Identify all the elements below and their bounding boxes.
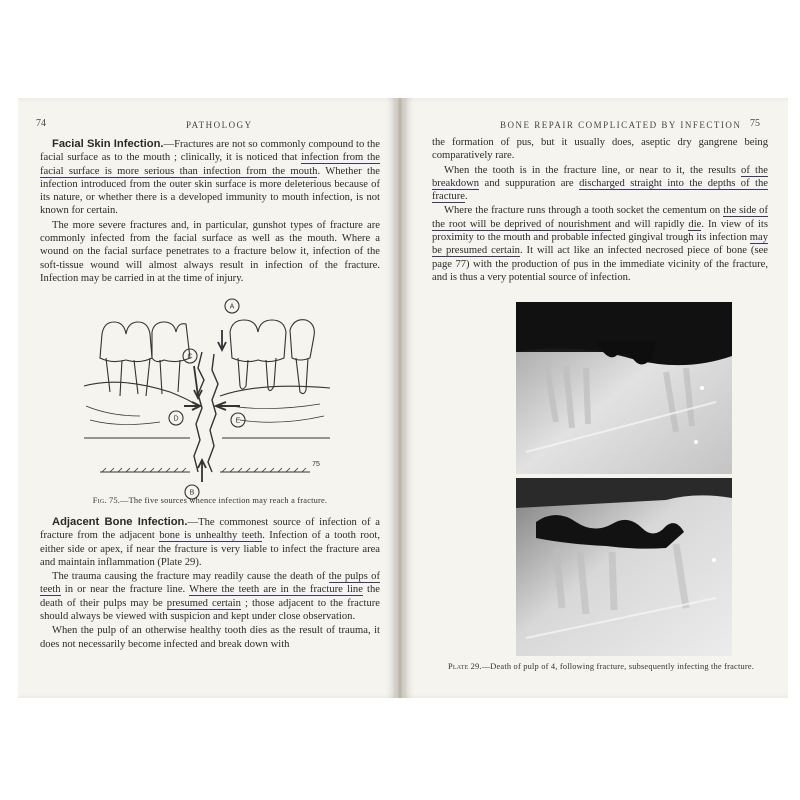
molar-tooth-right bbox=[230, 320, 286, 362]
section-adjacent-bone-infection: Adjacent Bone Infection.—The commonest source of infection of a fracture from the adjacent bone is unhealthy teeth. Infection of a tooth root, either side or apex, if near the fracture is very liable to infect the fracture area and maintain inflammation (Plate 29). The trauma causing the fracture may readily cause the death of the pulps of teeth in or near the fracture line. Where the teeth are in the fracture line the death of their pulps may be presumed certain ; those adjacent to the fracture should always be viewed with suspicion and kept under close observation. When the pulp of an otherwise healthy tooth dies as the result of trauma, it does not necessarily become infected and break down with bbox=[40, 516, 381, 650]
molar-roots-right bbox=[238, 358, 276, 391]
running-head: PATHOLOGY bbox=[186, 120, 253, 130]
right-page bbox=[404, 98, 788, 698]
arrow-d bbox=[184, 402, 200, 410]
paragraph-text: —Fractures are not so commonly compound to the facial surface as to the mouth ; clinically, it is noticed that bbox=[40, 139, 380, 164]
molar-tooth-mid bbox=[152, 322, 193, 362]
figure-caption: Fig. 75.—The five sources whence infection may reach a fracture. bbox=[92, 496, 328, 505]
arrow-a bbox=[218, 330, 226, 350]
underlined-text: bone is unhealthy teeth bbox=[159, 530, 263, 542]
book-gutter bbox=[396, 98, 404, 698]
fracture-diagram bbox=[80, 296, 342, 502]
running-head: BONE REPAIR COMPLICATED BY INFECTION bbox=[500, 120, 742, 130]
plate-caption: Plate 29.—Death of pulp of 4, following fracture, subsequently infecting the fracture. bbox=[448, 662, 755, 671]
section-heading: Adjacent Bone Infection. bbox=[52, 516, 188, 528]
figure-label-a: A bbox=[229, 303, 235, 311]
xray-image-top bbox=[516, 302, 732, 474]
xray-image-bottom bbox=[516, 478, 732, 656]
premolar-tooth bbox=[290, 320, 314, 394]
fracture-line bbox=[194, 352, 218, 472]
underlined-text: may be presumed certain bbox=[432, 232, 768, 257]
paragraph-text: . Infection of a tooth root, either side or apex, if near the fracture is very liable to infect the fracture area and maintain inflammation (Plate 29). bbox=[40, 530, 380, 568]
figure-label-c: C bbox=[187, 353, 193, 361]
underlined-text: of the breakdown bbox=[432, 164, 769, 189]
underlined-text: the pulps of teeth bbox=[40, 571, 380, 596]
page-number: 75 bbox=[750, 118, 760, 129]
arrow-c bbox=[194, 366, 202, 398]
molar-tooth-left bbox=[100, 322, 152, 362]
right-page-text: the formation of pus, but it usually does, aseptic dry gangrene being comparatively rare. When the tooth is in the fracture line, or near to it, the results of the breakdown and suppuration are discharged straight into the depths of the fracture. Where the fracture runs through a tooth socket the cementum on the side of the root will be deprived of nourishment and will rapidly die. In view of its proximity to the mouth and probable infected gingival trough its infection may be presumed certain. It will act like an infected necrosed piece of bone (see page 77) with the production of pus in the immediate vicinity of the fracture, and is thus a very potential source of infection. bbox=[432, 137, 769, 283]
page-number: 74 bbox=[36, 118, 46, 129]
section-facial-skin-infection bbox=[40, 138, 380, 286]
underlined-text: die bbox=[688, 218, 702, 230]
arrow-b bbox=[198, 460, 206, 482]
underlined-text: discharged straight into the depths of the fracture bbox=[432, 177, 769, 203]
figure-label-b: B bbox=[189, 489, 195, 497]
molar-roots bbox=[106, 358, 180, 396]
left-page bbox=[18, 98, 396, 698]
figure-label-d: D bbox=[173, 415, 179, 423]
paragraph-text: —The commonest source of infection of a fracture from the adjacent bbox=[40, 517, 381, 542]
figure-number: 75 bbox=[312, 461, 320, 468]
underlined-text: presumed certain bbox=[166, 597, 241, 609]
paragraph-text: . Whether the infection introduced from the outer skin surface is more deleterious because of its nature, or whether there is a developed immunity to mouth infection, is not known for certain. bbox=[40, 165, 380, 217]
section-heading: Facial Skin Infection. bbox=[52, 138, 164, 150]
book-spread bbox=[0, 98, 800, 698]
underlined-text: the side of the root will be deprived of nourishment bbox=[432, 205, 768, 230]
paragraph: When the pulp of an otherwise healthy tooth dies as the result of trauma, it does not necessarily become infected and break down with bbox=[40, 625, 380, 650]
underlined-text: Where the teeth are in the fracture line bbox=[189, 584, 363, 596]
figure-label-e: E bbox=[235, 417, 241, 425]
paragraph: the formation of pus, but it usually does, aseptic dry gangrene being comparatively rare. bbox=[432, 137, 768, 162]
underlined-text: infection from the facial surface is more serious than infection from the mouth bbox=[40, 152, 381, 177]
arrow-e bbox=[216, 402, 240, 410]
paragraph: The more severe fractures and, in particular, gunshot types of fracture are commonly infected from the facial surface as well as the mouth. Where a wound on the facial surface penetrates to a fracture below it, infection of the soft-tissue wound will almost always result in infection of the fracture. Infection may be carried in at the time of injury. bbox=[40, 219, 380, 284]
